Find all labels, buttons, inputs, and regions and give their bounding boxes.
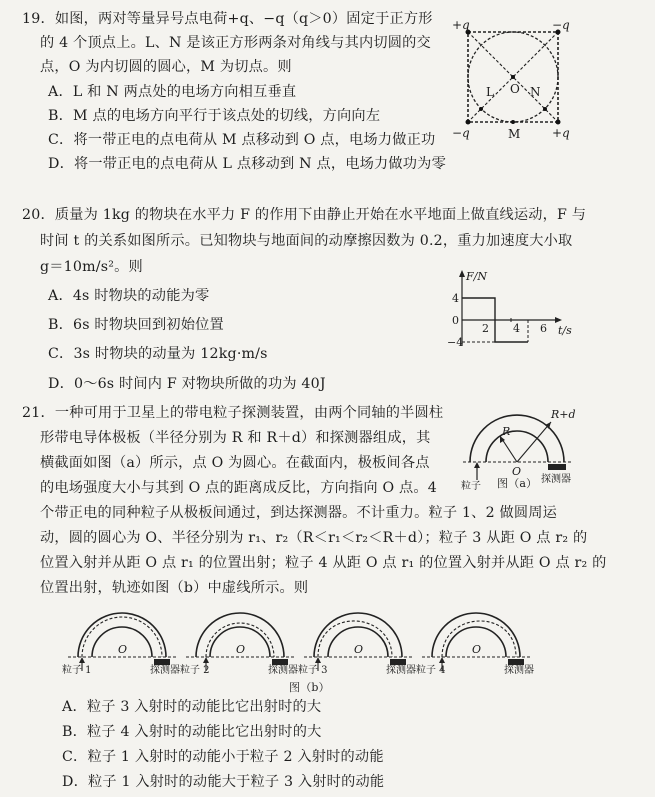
q21-stem-line-4: 的电场强度大小与其到 O 点的距离成反比，方向指向 O 点。4 [40,480,438,496]
fig-a-radius-r: R [502,425,511,438]
q20-option-c: C．3s 时物块的动量为 12kg·m/s [48,346,268,362]
fig-b-panel-3 [298,605,418,675]
q20-stem-line-3: g＝10m/s²。则 [40,259,143,275]
fig-b-panel-4 [416,605,536,675]
graph-ylabel: F/N [466,270,487,283]
fig-b-panel-1 [62,605,182,675]
fig-a-radius-rd: R+d [551,408,576,421]
graph-origin: 0 [452,314,459,327]
graph-ytick-4: 4 [452,292,459,305]
q19-option-d: D．将一带正电的点电荷从 L 点移动到 N 点，电场力做功为零 [48,156,446,172]
q21-option-a: A．粒子 3 入射时的动能比它出射时的大 [62,699,322,715]
entry-arrow-head [79,657,85,663]
q21-stem-line-6: 动，圆的圆心为 O、半径分别为 r₁、r₂（R＜r₁＜r₂＜R＋d）；粒子 3 从距 O 点 r₂ 的 [40,530,588,546]
q19-square-figure [450,18,575,146]
q21-option-d: D．粒子 1 入射时的动能大于粒子 3 入射时的动能 [62,774,385,790]
entry-arrow-head [439,657,445,663]
detector-label: 探测器 [268,665,298,675]
q21-option-b: B．粒子 4 入射时的动能比它出射时的大 [62,724,322,740]
fig-a-detector-label: 探测器 [541,474,571,485]
graph-xtick-2: 2 [482,322,489,335]
corner-label-bottom-right: +q [552,126,570,140]
entry-arrow-head [315,657,321,663]
q21-stem-line-5: 个带正电的同种粒子从极板间通过，到达探测器。不计重力。粒子 1、2 做圆周运 [40,505,558,521]
graph-xtick-4: 4 [513,322,520,335]
q21-stem-line-2: 形带电导体极板（半径分别为 R 和 R＋d）和探测器组成，其 [40,430,431,446]
q20-force-time-graph [440,268,575,360]
entry-arrow-head [203,657,209,663]
fig-b-panel-2 [180,605,300,675]
q21-stem-line-1: 21．一种可用于卫星上的带电粒子探测装置，由两个同轴的半圆柱 [22,405,444,421]
detector-label: 探测器 [504,665,534,675]
q21-stem-line-8: 位置出射，轨迹如图（b）中虚线所示。则 [40,580,309,596]
particle-label: 粒子 3 [298,665,328,675]
corner-label-bottom-left: −q [452,126,470,140]
graph-ytick-neg4: −4 [447,336,464,349]
fig-a-particle-label: 粒子 [461,481,481,490]
q20-option-d: D．0～6s 时间内 F 对物块所做的功为 40J [48,376,326,392]
point-label-l: L [486,85,494,99]
fig-a-center-o: O [512,465,522,478]
q20-option-b: B．6s 时物块回到初始位置 [48,317,224,333]
q19-option-c: C．将一带正电的点电荷从 M 点移动到 O 点，电场力做正功 [48,132,436,148]
corner-label-top-right: −q [552,18,570,32]
q21-stem-line-7: 位置入射并从距 O 点 r₁ 的位置出射；粒子 4 从距 O 点 r₁ 的位置入射并从距 O 点 r₂ 的 [40,555,607,571]
point-label-o: O [510,82,520,96]
particle-label: 粒子 2 [180,665,210,675]
q20-stem-line-1: 20．质量为 1kg 的物块在水平力 F 的作用下由静止开始在水平地面上做直线运动，F 与 [22,207,587,223]
q19-stem-line-2: 的 4 个顶点上。L、N 是该正方形两条对角线与其内切圆的交 [40,35,431,51]
graph-xlabel: t/s [558,324,572,337]
q20-option-a: A．4s 时物块的动能为零 [48,288,210,304]
particle-label: 粒子 4 [416,665,446,675]
center-o: O [472,643,482,656]
fig-b-caption: 图（b） [289,681,330,694]
particle-label: 粒子 1 [62,665,92,675]
q19-option-b: B．M 点的电场方向平行于该点处的切线，方向向左 [48,108,381,124]
q20-stem-line-2: 时间 t 的关系如图所示。已知物块与地面间的动摩擦因数为 0.2，重力加速度大小取 [40,233,573,249]
center-o: O [354,643,364,656]
q21-option-c: C．粒子 1 入射时的动能小于粒子 2 入射时的动能 [62,749,384,765]
point-label-n: N [530,85,541,99]
center-o: O [236,643,246,656]
q21-stem-line-3: 横截面如图（a）所示，点 O 为圆心。在截面内，极板间各点 [40,455,430,471]
point-label-m: M [508,127,521,141]
q19-stem-line-1: 19．如图，两对等量异号点电荷+q、−q（q＞0）固定于正方形 [22,11,433,27]
center-o: O [118,643,128,656]
graph-xtick-6: 6 [540,322,547,335]
detector-label: 探测器 [386,665,416,675]
corner-label-top-left: +q [452,18,470,32]
detector-label: 探测器 [150,665,180,675]
q19-option-a: A．L 和 N 两点处的电场方向相互垂直 [48,84,297,100]
fig-a-caption: 图（a） [497,477,538,490]
q19-stem-line-3: 点，O 为内切圆的圆心，M 为切点。则 [40,59,292,75]
